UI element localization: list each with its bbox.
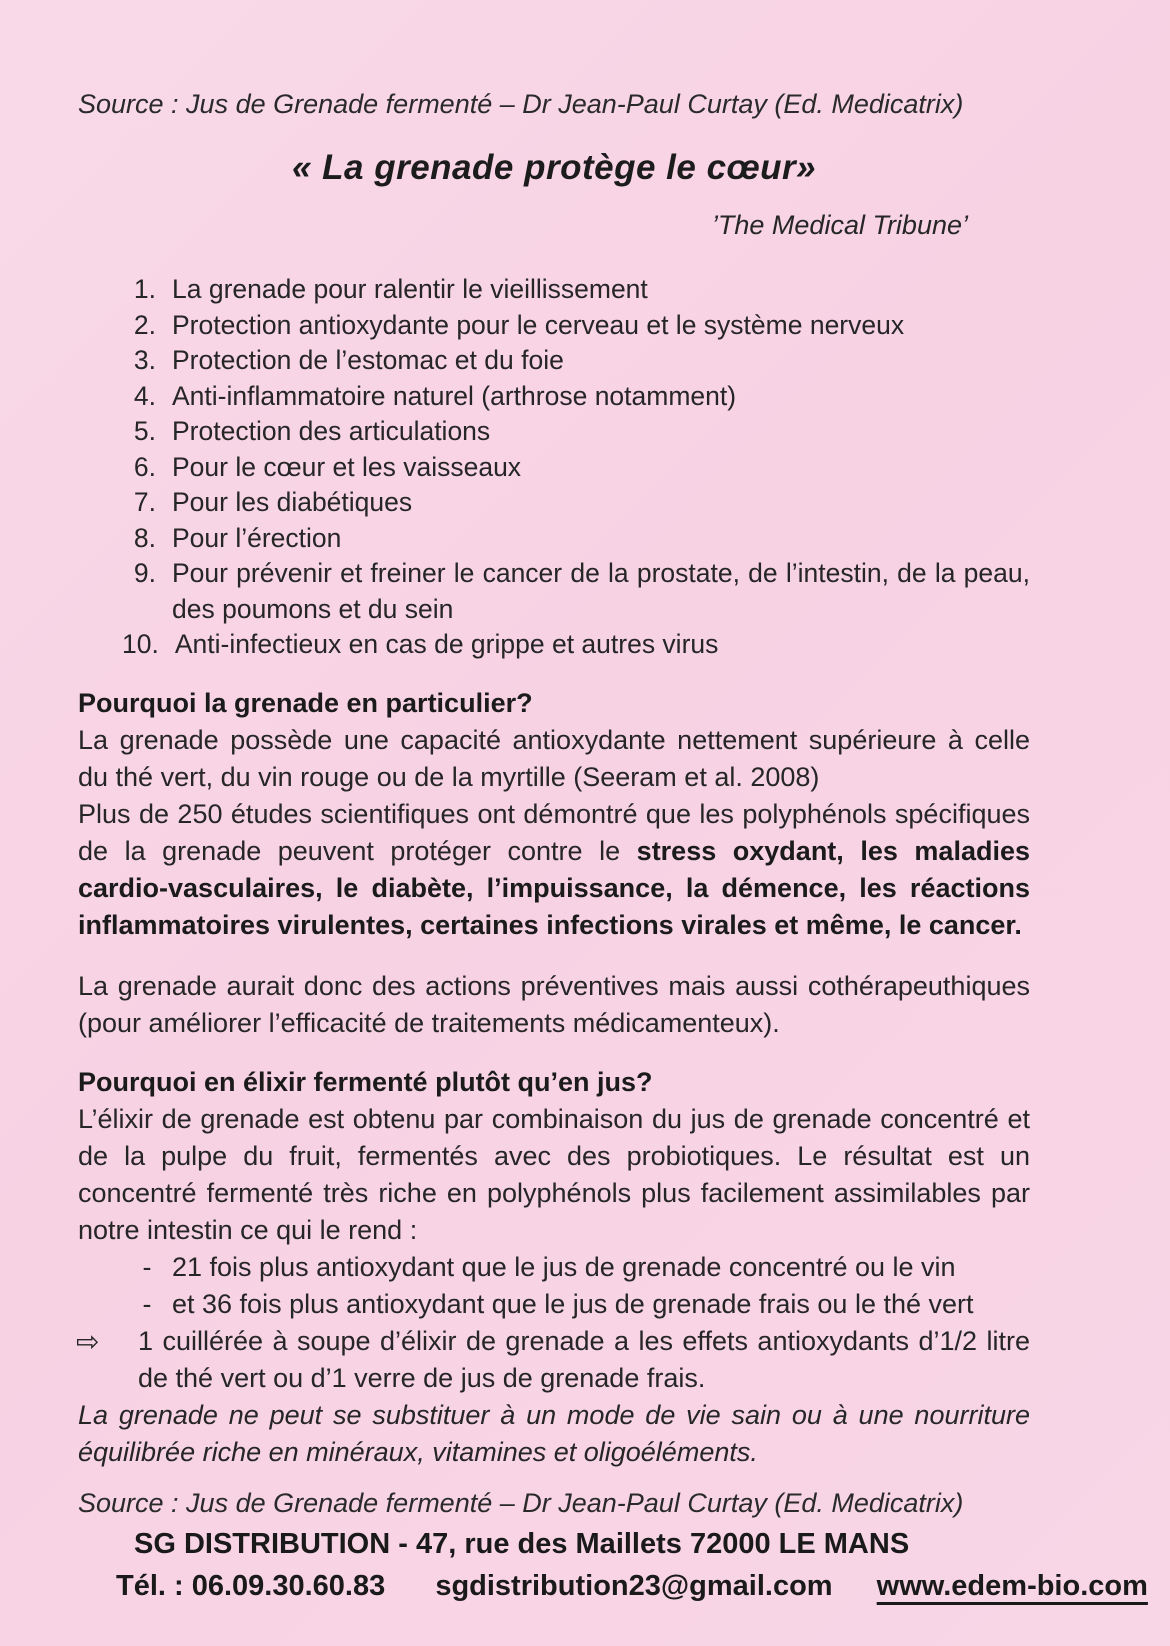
paragraph-text-plain: Plus de 250 études scientifiques ont démontré que les polyphénols spécifiques de la grenade peuvent protéger contre le bbox=[78, 798, 1030, 866]
benefit-number: 7. bbox=[133, 487, 156, 517]
benefit-text: Anti-inflammatoire naturel (arthrose notamment) bbox=[172, 380, 737, 411]
benefit-text: Anti-infectieux en cas de grippe et autres virus bbox=[174, 629, 719, 659]
benefits-list bbox=[122, 272, 1030, 663]
benefit-item-2 bbox=[122, 308, 1030, 344]
paragraph-250-studies bbox=[78, 796, 1030, 944]
benefit-text: Protection des articulations bbox=[172, 416, 491, 446]
benefit-item-10 bbox=[122, 627, 1030, 663]
phone-number: Tél. : 06.09.30.60.83 bbox=[116, 1569, 386, 1602]
list-item-text: et 36 fois plus antioxydant que le jus de grenade frais ou le thé vert bbox=[172, 1288, 974, 1319]
benefit-text: Pour le cœur et les vaisseaux bbox=[172, 451, 522, 482]
benefit-number: 8. bbox=[133, 522, 156, 553]
benefit-text: Protection antioxydante pour le cerveau et le système nerveux bbox=[172, 309, 905, 340]
page-title: « La grenade protège le cœur» bbox=[291, 148, 817, 187]
benefit-number: 2. bbox=[133, 309, 156, 340]
benefit-number: 1. bbox=[133, 274, 156, 304]
arrow-note bbox=[68, 1323, 1030, 1397]
list-item-text: 21 fois plus antioxydant que le jus de grenade concentré ou le vin bbox=[172, 1251, 956, 1282]
benefit-number: 3. bbox=[133, 345, 156, 375]
antioxidant-comparison-list bbox=[122, 1249, 1030, 1323]
benefit-item-6 bbox=[122, 450, 1030, 486]
paragraph-elixir-description bbox=[78, 1101, 1030, 1249]
benefit-text: Protection de l’estomac et du foie bbox=[172, 345, 564, 375]
benefit-item-1 bbox=[122, 272, 1030, 308]
benefit-text: La grenade pour ralentir le vieillissement bbox=[172, 274, 648, 304]
benefit-text: Pour l’érection bbox=[172, 522, 342, 553]
section-heading-why-pomegranate: Pourquoi la grenade en particulier? bbox=[78, 687, 533, 718]
arrow-note-text: 1 cuillérée à soupe d’élixir de grenade a les effets antioxydants d’1/2 litre de thé vert ou d’1 verre de jus de grenade frais. bbox=[138, 1325, 1030, 1393]
dash-icon: - bbox=[142, 1251, 152, 1282]
dash-icon: - bbox=[142, 1288, 152, 1319]
section-heading-why-elixir: Pourquoi en élixir fermenté plutôt qu’en jus? bbox=[78, 1066, 653, 1097]
benefit-number: 6. bbox=[133, 451, 156, 482]
benefit-number: 10. bbox=[122, 629, 159, 659]
distributor-address: SG DISTRIBUTION - 47, rue des Maillets 72000 LE MANS bbox=[134, 1527, 910, 1560]
attribution-medical-tribune: ’The Medical Tribune’ bbox=[711, 210, 968, 240]
list-item bbox=[122, 1286, 1030, 1323]
benefit-item-5 bbox=[122, 414, 1030, 450]
disclaimer-text: La grenade ne peut se substituer à un mode de vie sain ou à une nourriture équilibrée riche en minéraux, vitamines et oligoéléments. bbox=[78, 1399, 1030, 1467]
source-line-top: Source : Jus de Grenade fermenté – Dr Jean-Paul Curtay (Ed. Medicatrix) bbox=[78, 89, 964, 119]
list-item bbox=[122, 1249, 1030, 1286]
benefit-number: 4. bbox=[133, 380, 156, 411]
benefit-text: Pour les diabétiques bbox=[172, 487, 413, 517]
arrow-right-icon: ⇨ bbox=[76, 1325, 100, 1357]
benefit-number: 5. bbox=[133, 416, 156, 446]
contact-line bbox=[78, 1565, 1148, 1607]
benefit-item-9 bbox=[122, 556, 1030, 627]
benefit-item-7 bbox=[122, 485, 1030, 521]
paragraph-text-bold: stress oxydant, les maladies cardio-vasculaires, le diabète, l’impuissance, la démence, les réactions inflammatoires virulentes, certaines infections virales et même, le cancer. bbox=[78, 835, 1030, 940]
source-line-bottom: Source : Jus de Grenade fermenté – Dr Jean-Paul Curtay (Ed. Medicatrix) bbox=[78, 1487, 964, 1518]
paragraph-preventive-actions bbox=[78, 968, 1030, 1042]
benefit-number: 9. bbox=[133, 558, 156, 588]
benefit-item-8 bbox=[122, 521, 1030, 557]
email-address: sgdistribution23@gmail.com bbox=[435, 1569, 833, 1602]
paragraph-text: La grenade possède une capacité antioxydante nettement supérieure à celle du thé vert, du vin rouge ou de la myrtille (Seeram et al. 2008) bbox=[78, 724, 1030, 792]
paragraph-antioxidant-capacity bbox=[78, 722, 1030, 796]
paragraph-text: La grenade aurait donc des actions préventives mais aussi cothérapeuthiques (pour améliorer l’efficacité de traitements médicamenteux). bbox=[78, 970, 1030, 1038]
benefit-text: Pour prévenir et freiner le cancer de la prostate, de l’intestin, de la peau, des poumons et du sein bbox=[172, 558, 1030, 624]
benefit-item-4 bbox=[122, 379, 1030, 415]
paragraph-text: L’élixir de grenade est obtenu par combinaison du jus de grenade concentré et de la pulpe du fruit, fermentés avec des probiotiques. Le résultat est un concentré fermenté très riche en polyphénols plus facilement assimilables par notre intestin ce qui le rend : bbox=[78, 1103, 1030, 1245]
website-url: www.edem-bio.com bbox=[876, 1569, 1148, 1602]
benefit-item-3 bbox=[122, 343, 1030, 379]
